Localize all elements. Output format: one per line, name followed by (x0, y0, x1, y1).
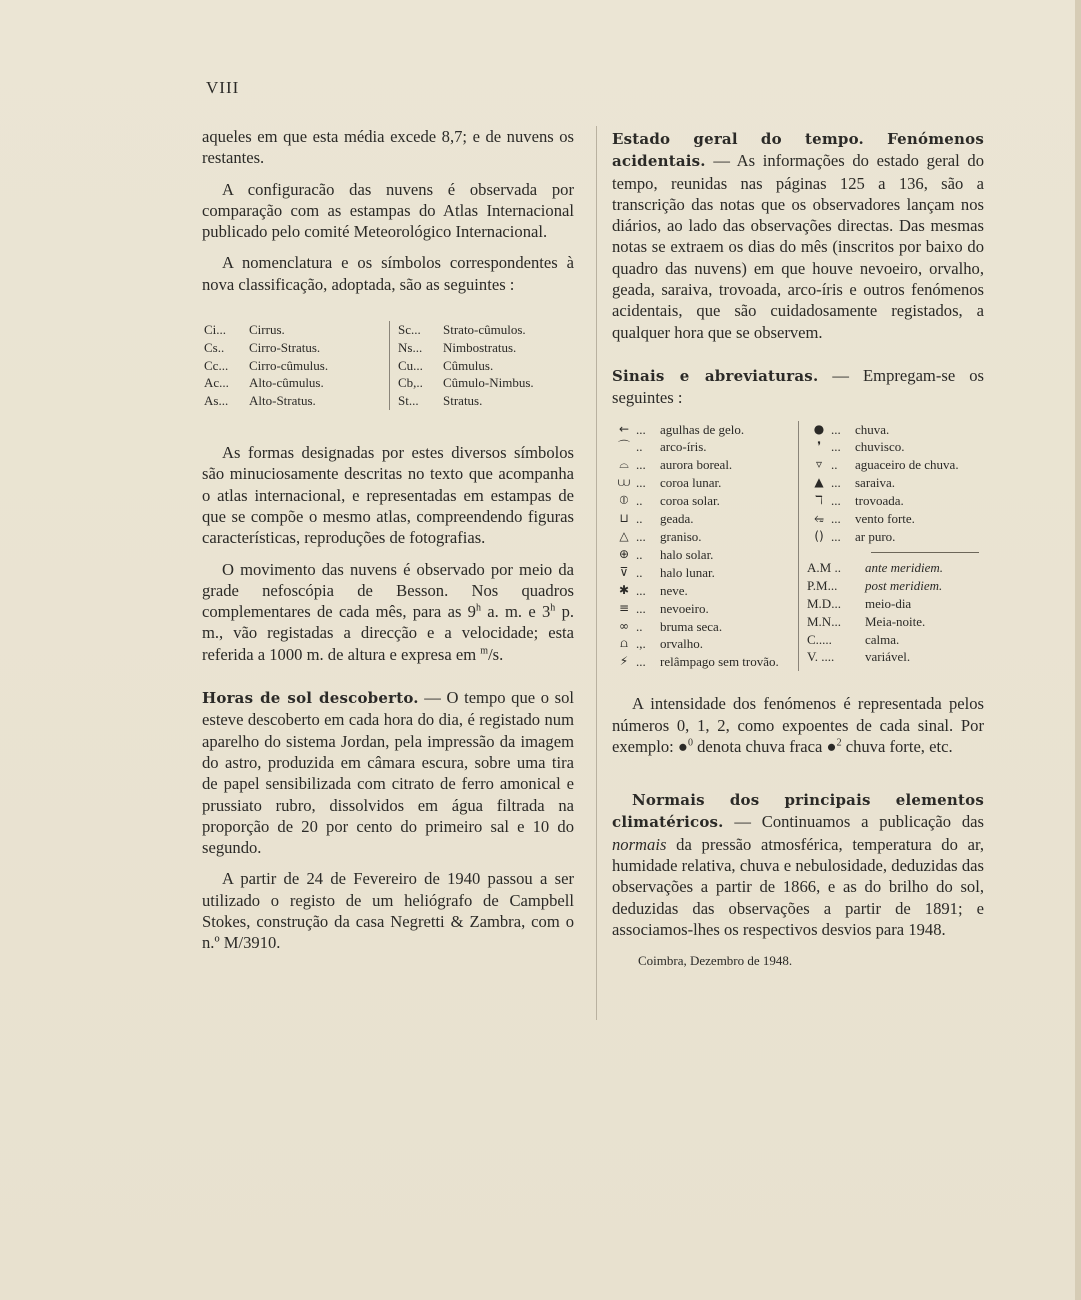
cloud-row (204, 374, 389, 392)
cloud-row (204, 357, 389, 375)
abbrev-label: ante meridiem. (865, 559, 943, 575)
section-heading: Horas de sol descoberto. (202, 689, 419, 708)
weather-symbol-icon: ⊽ (619, 564, 629, 579)
leader-dots: .. (636, 564, 643, 580)
left-column (202, 126, 574, 954)
cloud-name: Stratus. (443, 393, 483, 409)
text-run: da pressão atmosférica, temperatura do ar, humidade relativa, chuva e nebulosidade, deduzidas das observações a partir de 1866, e as do brilho do sol, deduzidas das observações a partir de 1891; e associamos-lhes os respectivos desvios para 1948. (612, 834, 984, 939)
sign-row (612, 438, 798, 456)
cloud-abbr: Ns... (398, 339, 423, 355)
leader-dots: ... (831, 475, 841, 491)
text-run: — Continuamos a publicação das (723, 812, 984, 832)
leader-dots: ... (831, 493, 841, 509)
cloud-name: Alto-Stratus. (249, 393, 316, 409)
superscript: 2 (836, 737, 842, 749)
sign-row (612, 600, 798, 618)
abbrev-code: M.D... (807, 595, 841, 611)
abbrev-label: Meia-noite. (865, 613, 926, 629)
sign-label: graniso. (660, 529, 702, 544)
cloud-row (398, 321, 573, 339)
cloud-abbr: As... (204, 393, 229, 409)
text-run: — As informações do estado geral do tempo, reunidas nas páginas 125 a 136, são a transcrição das notas que os observadores lançam nos diários, ao lado das observações directas. Das mesmas notas se extraem os dias do mês (inscritos por baixo do quadro das nuvens) em que houve nevoeiro, orvalho, geada, saraiva, trovoada, arco-íris e outros fenómenos acidentais, que são cuidadosamente registados, a qualquer hora que se observem. (612, 151, 984, 342)
weather-symbol-icon: () (814, 529, 824, 543)
sign-label: aguaceiro de chuva. (855, 457, 959, 473)
sign-row (612, 456, 798, 474)
section-heading: Sinais e abreviaturas. (612, 366, 819, 385)
leader-dots: ... (636, 475, 646, 491)
sign-label: coroa lunar. (660, 475, 722, 491)
unit-denominator: /s. (488, 644, 504, 664)
cloud-name: Alto-cûmulus. (249, 375, 324, 391)
section-heading: Normais dos principais elementos climatéricos. (612, 791, 984, 832)
superscript: h (550, 602, 556, 614)
cloud-abbr: Ci... (204, 322, 227, 338)
leader-dots: ... (636, 421, 646, 437)
text-run: O movimento das nuvens é observado por meio da grade nefoscópia de Besson. Nos quadros complementares de cada mês, para as 9 (202, 559, 574, 622)
sign-row (612, 582, 798, 600)
sign-row (807, 492, 983, 510)
cloud-row (204, 321, 389, 339)
weather-symbol-icon: ▿ (815, 457, 823, 472)
sign-label: trovoada. (855, 493, 904, 509)
cloud-name: Cirro-cûmulus. (249, 357, 329, 373)
cloud-abbr: Cb,.. (398, 375, 423, 391)
leader-dots: ... (636, 457, 646, 473)
unit-numerator: m (480, 645, 489, 657)
abbrev-label: variável. (865, 649, 911, 665)
cloud-name: Strato-cûmulos. (443, 322, 526, 338)
sign-row (612, 510, 798, 528)
sign-row (612, 618, 798, 636)
cloud-row (398, 357, 573, 375)
leader-dots: .. (636, 511, 643, 527)
weather-symbol-icon: ← (618, 421, 630, 436)
weather-symbol-icon: ⥳ (814, 511, 824, 526)
sign-label: chuva. (855, 421, 890, 437)
sign-label: saraiva. (855, 475, 896, 491)
leader-dots: ... (636, 654, 646, 670)
text-run: denota chuva fraca (692, 736, 827, 756)
abbrev-row (807, 577, 983, 595)
cloud-row (398, 339, 573, 357)
weather-symbol-icon: ▲ (814, 475, 824, 490)
weather-symbol-icon: ⩍ (620, 636, 628, 651)
sign-row (612, 546, 798, 564)
rain-symbol: ● (677, 736, 688, 756)
leader-dots: .. (636, 439, 643, 455)
cloud-abbr: Cc... (204, 357, 229, 373)
rain-symbol: ● (826, 736, 837, 756)
cloud-abbr: Cu... (398, 357, 423, 373)
column-divider (596, 126, 597, 1020)
signs-table (612, 421, 984, 672)
sign-label: geada. (660, 511, 694, 527)
sign-label: halo solar. (660, 546, 714, 562)
abbrev-label: calma. (865, 631, 900, 647)
signs-list-b (798, 421, 983, 672)
sign-row (612, 474, 798, 492)
weather-symbol-icon: ⦶ (619, 493, 629, 508)
paragraph (202, 687, 574, 858)
cloud-row (398, 392, 573, 410)
sign-row (807, 510, 983, 528)
cloud-list-a (204, 321, 389, 410)
sign-label: neve. (660, 582, 688, 598)
sign-label: agulhas de gelo. (660, 421, 745, 437)
abbrev-row (807, 559, 983, 577)
weather-symbol-icon: ⩊ (617, 475, 631, 490)
abbrev-row (807, 613, 983, 631)
page-number: VIII (206, 78, 240, 97)
sign-row (612, 421, 798, 439)
leader-dots: ... (636, 582, 646, 598)
sign-row (612, 492, 798, 510)
leader-dots: ... (831, 421, 841, 437)
weather-symbol-icon: ✱ (618, 582, 630, 597)
text-run: A intensidade dos fenómenos é representada pelos números 0, 1, 2, como expoentes de cada sinal. Por exemplo: (612, 694, 984, 756)
cloud-abbr: Cs.. (204, 339, 225, 355)
cloud-nomenclature-table (204, 321, 574, 410)
weather-signs (807, 421, 983, 546)
weather-symbol-icon: △ (619, 529, 629, 543)
right-column (612, 128, 984, 972)
cloud-name: Cirro-Stratus. (249, 339, 321, 355)
cloud-abbr: St... (398, 393, 419, 409)
sign-row (807, 438, 983, 456)
sign-row (612, 635, 798, 653)
abbrev-code: A.M .. (807, 559, 841, 575)
leader-dots: .,. (636, 636, 646, 652)
abbrev-row (807, 595, 983, 613)
abbrev-code: M.N... (807, 613, 841, 629)
paragraph (612, 693, 984, 757)
abbrev-code: V. .... (807, 649, 835, 665)
sign-row (612, 653, 798, 671)
cloud-row (398, 374, 573, 392)
cloud-abbr: Ac... (204, 375, 229, 391)
weather-symbol-icon: ⌒ (617, 439, 630, 454)
abbrev-row (807, 648, 983, 666)
signs-list-a (612, 421, 798, 672)
weather-symbol-icon: ❜ (817, 439, 821, 454)
weather-symbol-icon: ⚡ (619, 654, 629, 669)
paragraph: A nomenclatura e os símbolos correspondentes à nova classificação, adoptada, são as seguintes : (202, 253, 574, 294)
sign-label: bruma seca. (660, 618, 723, 634)
sign-label: ar puro. (855, 529, 896, 544)
weather-symbol-icon: ≡ (618, 600, 630, 615)
signature-line: Coimbra, Dezembro de 1948. (638, 953, 793, 969)
divider (871, 552, 979, 553)
weather-symbol-icon: ℸ (815, 493, 823, 508)
leader-dots: ... (831, 439, 841, 455)
abbrev-label: post meridiem. (865, 577, 943, 593)
sign-row (807, 474, 983, 492)
text-run: — Empregam-se os seguintes : (612, 365, 984, 408)
superscript: h (475, 602, 481, 614)
paragraph: aqueles em que esta média excede 8,7; e de nuvens os restantes. (202, 127, 574, 168)
paragraph (612, 128, 984, 343)
text-run: chuva forte, etc. (841, 736, 953, 756)
sign-label: chuvisco. (855, 439, 905, 455)
sign-label: arco-íris. (660, 439, 707, 455)
weather-symbol-icon: ⌓ (619, 457, 629, 472)
paragraph (612, 365, 984, 409)
sign-row (807, 456, 983, 474)
paragraph (612, 789, 984, 940)
sign-label: halo lunar. (660, 564, 715, 580)
sign-row (612, 564, 798, 582)
cloud-list-b (389, 321, 573, 410)
paragraph: A configuracão das nuvens é observada por comparação com as estampas do Atlas Internacional publicado pelo comité Meteorológico Internacional. (202, 179, 574, 242)
cloud-name: Cûmulus. (443, 357, 494, 373)
text-run: normais (612, 834, 667, 854)
sign-label: orvalho. (660, 636, 703, 652)
leader-dots: ... (636, 600, 646, 616)
cloud-row (204, 392, 389, 410)
abbrev-label: meio-dia (865, 595, 912, 611)
abbreviations (807, 559, 983, 666)
sign-label: coroa solar. (660, 493, 720, 509)
cloud-name: Cûmulo-Nimbus. (443, 375, 534, 391)
sign-row (807, 528, 983, 546)
text-run: — O tempo que o sol esteve descoberto em cada hora do dia, é registado num aparelho do sistema Jordan, pela impressão da imagem do astro, produzida em câmara escura, sobre uma tira de papel sensibilizada com citrato de ferro amonical e prussiato rubro, dissolvidos em água filtrada na proporção de 20 por cento do primeiro sal e 10 do segundo. (202, 688, 574, 858)
section-heading: Estado geral do tempo. Fenómenos acidentais. (612, 130, 984, 171)
paragraph (202, 559, 574, 665)
leader-dots: ... (831, 511, 841, 527)
sign-label: aurora boreal. (660, 457, 733, 473)
leader-dots: ... (831, 529, 841, 544)
paragraph: A partir de 24 de Fevereiro de 1940 passou a ser utilizado o registo de um heliógrafo de Campbell Stokes, construção da casa Negretti & Zambra, com o n.º M/3910. (202, 869, 574, 953)
leader-dots: .. (636, 546, 643, 562)
superscript: 0 (687, 737, 693, 749)
sign-label: vento forte. (855, 511, 915, 527)
cloud-name: Nimbostratus. (443, 339, 517, 355)
weather-symbol-icon: ⊔ (619, 511, 629, 526)
sign-row (612, 528, 798, 546)
page-edge (1075, 0, 1081, 1300)
weather-symbol-icon: ⊕ (618, 546, 630, 561)
weather-symbol-icon: ● (813, 421, 825, 436)
sign-row (807, 421, 983, 439)
abbrev-row (807, 631, 983, 649)
cloud-row (204, 339, 389, 357)
sign-label: relâmpago sem trovão. (660, 654, 779, 670)
cloud-name: Cirrus. (249, 322, 285, 338)
leader-dots: ... (636, 529, 646, 544)
abbrev-code: P.M... (807, 577, 838, 593)
leader-dots: .. (831, 457, 838, 473)
text-run: p. m., vão registadas a direcção e a velocidade; esta referida a 1000 m. de altura e expresa em (202, 602, 575, 664)
leader-dots: .. (636, 493, 643, 509)
paragraph: As formas designadas por estes diversos símbolos são minuciosamente descritas no texto que acompanha o atlas internacional, e representadas em estampas de que se compõe o mesmo atlas, compreendendo figuras características, reproduções de fotografias. (202, 443, 574, 548)
text-run: a. m. e 3 (480, 602, 551, 622)
cloud-abbr: Sc... (398, 322, 421, 338)
sign-label: nevoeiro. (660, 600, 709, 616)
abbrev-code: C..... (807, 631, 832, 647)
leader-dots: .. (636, 618, 643, 634)
weather-symbol-icon: ∞ (619, 618, 629, 633)
